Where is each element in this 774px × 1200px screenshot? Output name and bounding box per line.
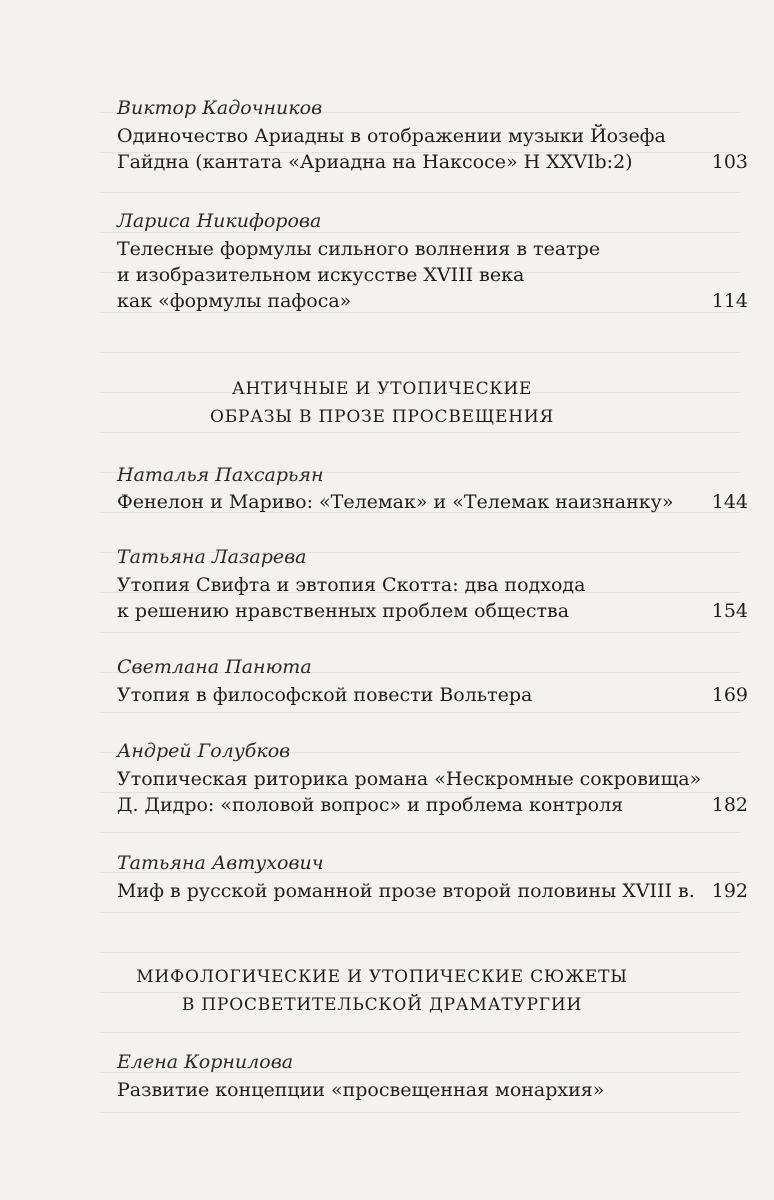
toc-author: Елена Корнилова	[117, 1051, 294, 1073]
toc-author: Татьяна Автухович	[117, 852, 324, 874]
toc-page-number: 144	[711, 491, 748, 513]
toc-page-number: 169	[711, 684, 748, 706]
section-heading	[117, 375, 647, 431]
toc-title-line: Миф в русской романной прозе второй половины XVIII в.	[117, 880, 695, 902]
toc-author: Виктор Кадочников	[117, 97, 323, 119]
toc-title-line: и изобразительном искусстве XVIII века	[117, 264, 525, 286]
toc-author: Татьяна Лазарева	[117, 546, 307, 568]
toc-title-line: Утопия в философской повести Вольтера	[117, 684, 533, 706]
toc-title-line: Утопическая риторика романа «Нескромные сокровища»	[117, 768, 702, 790]
toc-title-line: Гайдна (кантата «Ариадна на Наксосе» H XXVIb:2)	[117, 151, 633, 173]
section-heading	[117, 963, 647, 1019]
toc-page-number: 114	[711, 290, 748, 312]
toc-author: Светлана Панюта	[117, 656, 312, 678]
toc-title-line: Фенелон и Мариво: «Телемак» и «Телемак наизнанку»	[117, 491, 674, 513]
section-heading-line: ОБРАЗЫ В ПРОЗЕ ПРОСВЕЩЕНИЯ	[209, 407, 555, 427]
section-heading-line: МИФОЛОГИЧЕСКИЕ И УТОПИЧЕСКИЕ СЮЖЕТЫ	[136, 967, 628, 987]
toc-author: Андрей Голубков	[117, 740, 291, 762]
toc-title-line: Развитие концепции «просвещенная монархия»	[117, 1079, 605, 1101]
toc-title-line: Д. Дидро: «половой вопрос» и проблема контроля	[117, 794, 624, 816]
toc-author: Наталья Пахсарьян	[117, 464, 324, 486]
toc-page-number: 154	[711, 600, 748, 622]
toc-page-number: 103	[711, 151, 748, 173]
toc-page-number: 182	[711, 794, 748, 816]
toc-title-line: как «формулы пафоса»	[117, 290, 352, 312]
toc-title-line: Одиночество Ариадны в отображении музыки Йозефа	[117, 125, 666, 147]
toc-author: Лариса Никифорова	[117, 210, 322, 232]
section-heading-line: АНТИЧНЫЕ И УТОПИЧЕСКИЕ	[231, 379, 533, 399]
toc-page-number: 192	[711, 880, 748, 902]
toc-title-line: к решению нравственных проблем общества	[117, 600, 570, 622]
toc-title-line: Утопия Свифта и эвтопия Скотта: два подхода	[117, 574, 586, 596]
section-heading-line: В ПРОСВЕТИТЕЛЬСКОЙ ДРАМАТУРГИИ	[181, 995, 583, 1015]
toc-title-line: Телесные формулы сильного волнения в театре	[117, 238, 601, 260]
